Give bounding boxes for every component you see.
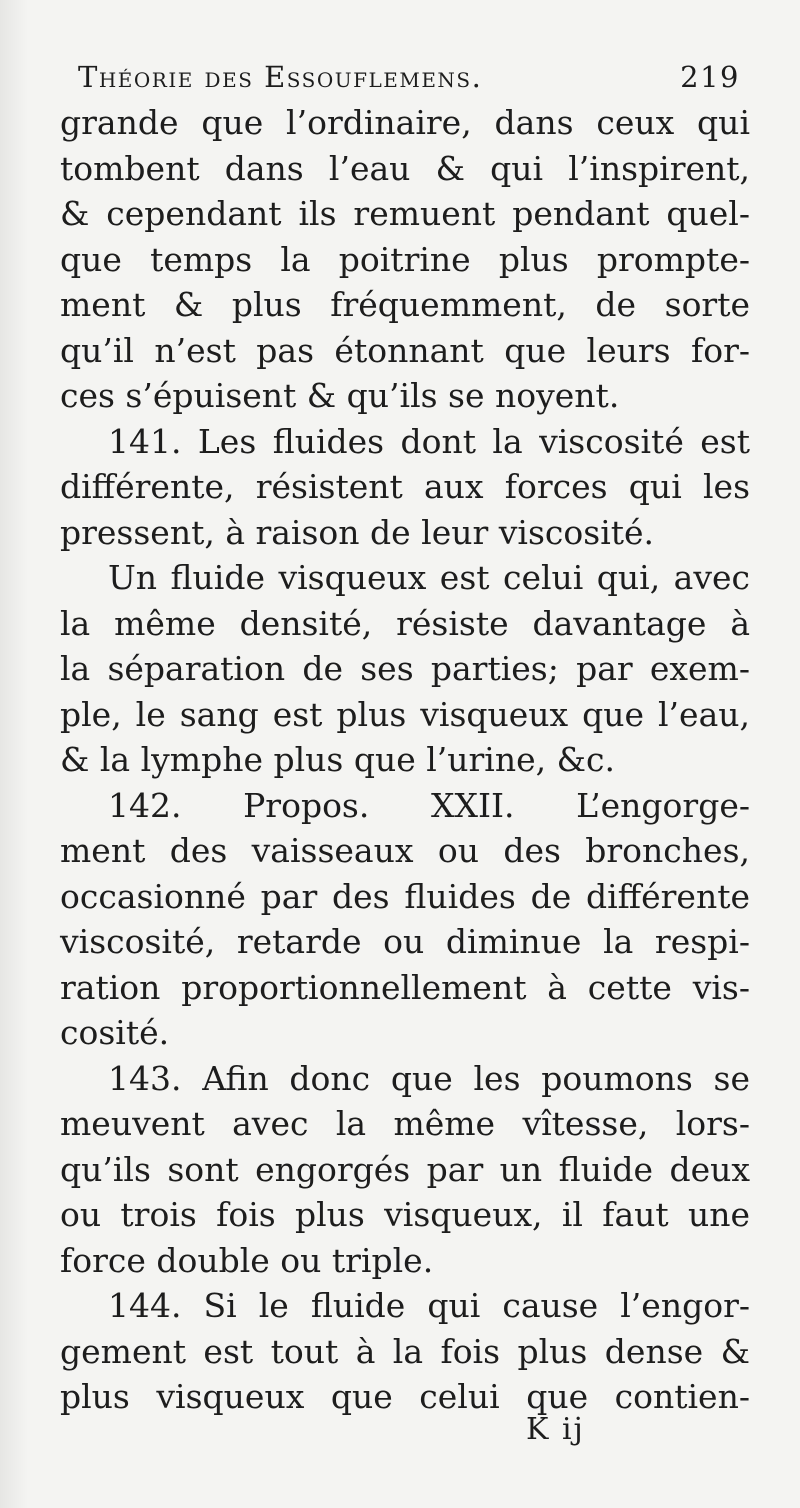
paragraph-142-start: 142. Propos. XXII. L’engorge- (108, 785, 750, 825)
text-line: la séparation de ses parties; par exem- (60, 649, 750, 688)
running-title: Théorie des Essouflemens. (78, 60, 483, 94)
gutter-shadow (0, 0, 28, 1508)
page-number: 219 (680, 60, 740, 94)
text-line: grande que l’ordinaire, dans ceux qui (60, 103, 750, 142)
paragraph-141-start: 141. Les fluides dont la viscosité est (108, 421, 750, 461)
text-line: ration proportionnellement à cette vis- (60, 967, 750, 1007)
text-line: ment des vaisseaux ou des bronches, (60, 831, 750, 870)
paragraph-143-start: 143. Afin donc que les poumons se (108, 1058, 750, 1098)
text-line: force double ou triple. (60, 1240, 434, 1280)
text-line: la même densité, résiste davantage à (60, 603, 750, 643)
text-line: tombent dans l’eau & qui l’inspirent, (60, 148, 750, 188)
text-line: viscosité, retarde ou diminue la respi- (60, 922, 750, 961)
text-line: & la lymphe plus que l’urine, &c. (60, 740, 615, 779)
text-line: qu’il n’est pas étonnant que leurs for- (60, 330, 750, 370)
text-block (60, 54, 750, 1420)
paragraph-visqueux-start: Un fluide visqueux est celui qui, avec (108, 558, 750, 597)
text-line: ces s’épuisent & qu’ils se noyent. (60, 376, 620, 415)
running-head (60, 54, 750, 100)
text-line: occasionné par des fluides de différente (60, 876, 750, 916)
signature-mark: K ij (526, 1412, 585, 1447)
text-line: ou trois fois plus visqueux, il faut une (60, 1195, 750, 1234)
text-line: ment & plus fréquemment, de sorte (60, 285, 750, 324)
text-line: meuvent avec la même vîtesse, lors- (60, 1104, 750, 1143)
text-line: différente, résistent aux forces qui les (60, 467, 750, 506)
text-line: cosité. (60, 1013, 170, 1052)
text-line: ple, le sang est plus visqueux que l’eau, (60, 694, 750, 734)
text-line: qu’ils sont engorgés par un fluide deux (60, 1149, 750, 1189)
text-line: que temps la poitrine plus prompte- (60, 239, 750, 279)
paragraph-144-start: 144. Si le fluide qui cause l’engor- (108, 1286, 750, 1325)
text-line: & cependant ils remuent pendant quel- (60, 194, 750, 233)
text-line: pressent, à raison de leur viscosité. (60, 512, 655, 552)
text-line: plus visqueux que celui que contien- (60, 1377, 750, 1416)
text-line: gement est tout à la fois plus dense & (60, 1331, 750, 1371)
